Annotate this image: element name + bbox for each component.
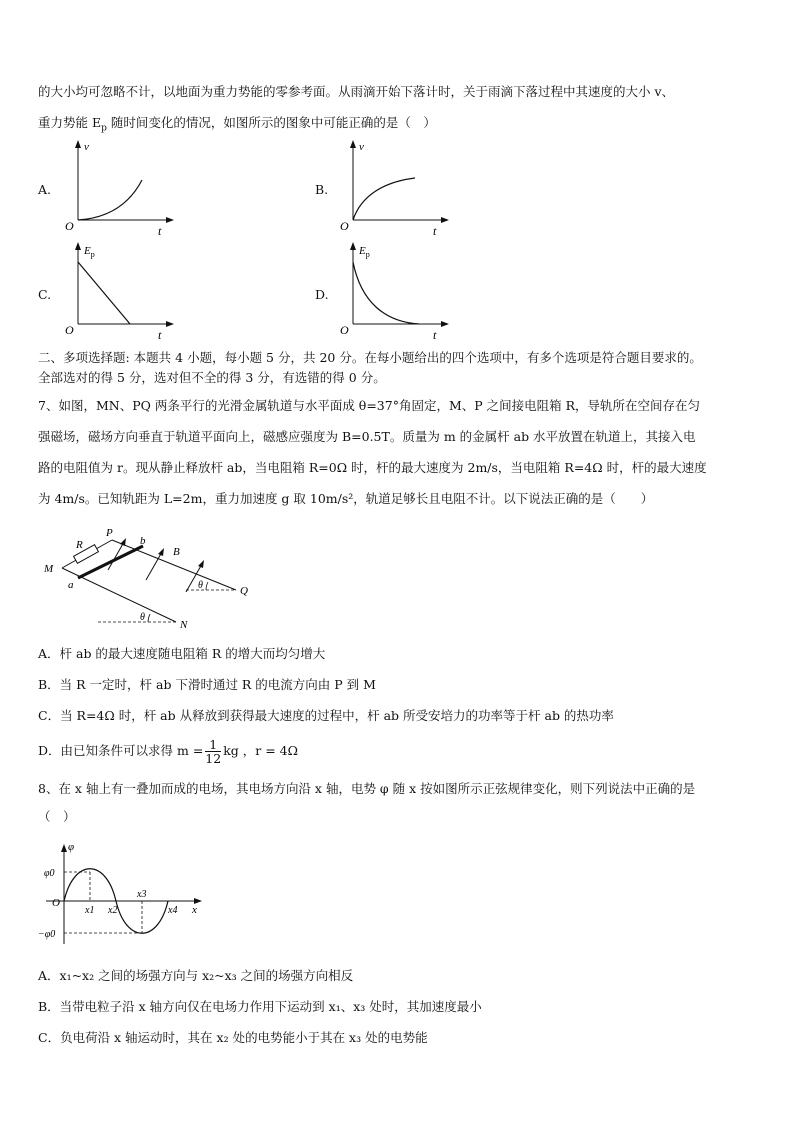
q7-label-field-b: B [173, 546, 180, 558]
q7-label-theta-bottom: θ [140, 612, 145, 623]
q7-option-b: B．当 R 一定时，杆 ab 下滑时通过 R 的电流方向由 P 到 M [38, 677, 376, 692]
q8-option-a: A．x₁~x₂ 之间的场强方向与 x₂~x₃ 之间的场强方向相反 [38, 968, 354, 983]
section2-heading-line1: 二、多项选择题: 本题共 4 小题，每小题 5 分，共 20 分。在每小题给出的四个选项中，有多个选项是符合题目要求的。 [38, 350, 702, 365]
graph-d-origin: O [340, 323, 349, 337]
q8-option-b: B．当带电粒子沿 x 轴方向仅在电场力作用下运动到 x₁、x₃ 处时，其加速度最小 [38, 999, 482, 1014]
q8-origin: O [52, 897, 60, 909]
q7-label-a: a [68, 579, 74, 591]
q7-label-b: b [140, 535, 146, 547]
graph-a [60, 138, 180, 238]
graph-b-origin: O [340, 219, 349, 233]
q8-option-c: C．负电荷沿 x 轴运动时，其在 x₂ 处的电势能小于其在 x₃ 处的电势能 [38, 1030, 428, 1045]
q7-label-theta-top: θ [198, 580, 203, 591]
q8-axis-phi: φ [68, 841, 75, 853]
q6-line1: 的大小均可忽略不计，以地面为重力势能的零参考面。从雨滴开始下落计时，关于雨滴下落过程中其速度的大小 v、 [38, 84, 675, 99]
q8-label-x3: x3 [137, 889, 147, 900]
q8-label-x1: x1 [85, 905, 95, 916]
q7-rail-figure [36, 522, 276, 634]
q7-line4: 为 4m/s。已知轨距为 L=2m，重力加速度 g 取 10m/s²，轨道足够长且电阻不计。以下说法正确的是（ ） [38, 491, 654, 506]
graph-c [60, 240, 180, 340]
q6-option-c: C. [38, 287, 52, 302]
graph-a-t-label: t [158, 224, 162, 238]
graph-c-ep-label: $E_p$ [84, 245, 95, 259]
q7-line3: 路的电阻值为 r。现从静止释放杆 ab，当电阻箱 R=0Ω 时，杆的最大速度为 2m/s，当电阻箱 R=4Ω 时，杆的最大速度 [38, 460, 707, 475]
q7-label-q: Q [240, 585, 248, 597]
q7-line1: 7、如图，MN、PQ 两条平行的光滑金属轨道与水平面成 θ=37°角固定，M、P 之间接电阻箱 R，导轨所在空间存在匀 [38, 398, 701, 413]
q8-potential-graph [38, 840, 208, 950]
graph-b-v-label: v [359, 141, 364, 153]
q7-option-d-fraction: $\frac{1}{12}$ [205, 737, 222, 766]
graph-a-origin: O [65, 219, 74, 233]
q6-line2: 重力势能 $E_p$ 随时间变化的情况，如图所示的图象中可能正确的是（ ） [38, 115, 436, 134]
q8-label-phi0: φ0 [44, 868, 55, 879]
q7-option-c: C．当 R=4Ω 时，杆 ab 从释放到获得最大速度的过程中，杆 ab 所受安培力的功率等于杆 ab 的热功率 [38, 708, 614, 723]
graph-c-t-label: t [158, 328, 162, 340]
section2-heading-line2: 全部选对的得 5 分，选对但不全的得 3 分，有选错的得 0 分。 [38, 370, 386, 385]
graph-c-origin: O [65, 323, 74, 337]
q8-line2: （ ） [38, 809, 76, 824]
graph-d [335, 240, 455, 340]
q8-line1: 8、在 x 轴上有一叠加而成的电场，其电场方向沿 x 轴，电势 φ 随 x 按如图所示正弦规律变化，则下列说法中正确的是 [38, 781, 696, 796]
graph-d-ep-label: $E_p$ [359, 245, 370, 259]
q6-option-a: A. [38, 182, 52, 197]
graph-a-v-label: v [84, 141, 89, 153]
q8-axis-x: x [192, 904, 197, 916]
graph-d-t-label: t [433, 328, 437, 340]
q6-option-d: D. [315, 287, 329, 302]
q7-label-r: R [76, 539, 83, 551]
graph-b-t-label: t [433, 224, 437, 238]
q8-label-x4: x4 [168, 905, 178, 916]
q7-label-n: N [180, 619, 188, 631]
graph-b [335, 138, 455, 238]
q7-line2: 强磁场，磁场方向垂直于轨道平面向上，磁感应强度为 B=0.5T。质量为 m 的金属杆 ab 水平放置在轨道上，其接入电 [38, 429, 696, 444]
q7-label-p: P [106, 527, 113, 539]
q7-option-d: D．由已知条件可以求得 m = $\frac{1}{12}$ kg ，r = 4Ω [38, 737, 298, 766]
q6-option-b: B. [315, 182, 329, 197]
q7-option-a: A．杆 ab 的最大速度随电阻箱 R 的增大而均匀增大 [38, 646, 326, 661]
q8-label-neg-phi0: −φ0 [38, 929, 56, 940]
q7-label-m: M [44, 563, 54, 575]
q8-label-x2: x2 [108, 905, 118, 916]
